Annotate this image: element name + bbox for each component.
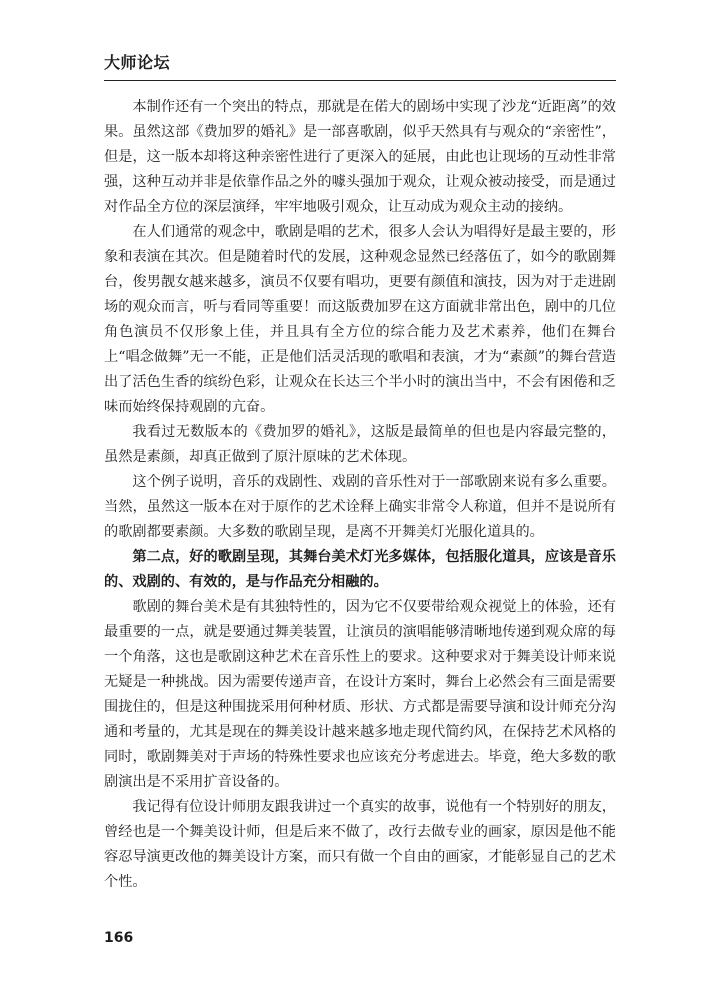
paragraph: 本制作还有一个突出的特点，那就是在偌大的剧场中实现了沙龙“近距离”的效果。虽然这部《费加罗的婚礼》是一部喜歌剧，似乎天然具有与观众的“亲密性”，但是，这一版本却将这种亲密性进行了更深入的延展，由此也让现场的互动性非常强，这种互动并非是依靠作品之外的噱头强加于观众，让观众被动接受，而是通过对作品全方位的深层演绎，牢牢地吸引观众，让互动成为观众主动的接纳。	[104, 99, 616, 215]
page-number: 166	[104, 930, 134, 946]
body-text	[104, 95, 616, 895]
paragraph: 这个例子说明，音乐的戏剧性、戏剧的音乐性对于一部歌剧来说有多么重要。当然，虽然这一版本在对于原作的艺术诠释上确实非常令人称道，但并不是说所有的歌剧都要素颜。大多数的歌剧呈现，是离不开舞美灯光服化道具的。	[104, 474, 616, 540]
paragraph: 我记得有位设计师朋友跟我讲过一个真实的故事，说他有一个特别好的朋友，曾经也是一个舞美设计师，但是后来不做了，改行去做专业的画家，原因是他不能容忍导演更改他的舞美设计方案，而只有做一个自由的画家，才能彰显自己的艺术个性。	[104, 799, 616, 890]
paragraph: 歌剧的舞台美术是有其独特性的，因为它不仅要带给观众视觉上的体验，还有最重要的一点，就是要通过舞美装置，让演员的演唱能够清晰地传递到观众席的每一个角落，这也是歌剧这种艺术在音乐性上的要求。这种要求对于舞美设计师来说无疑是一种挑战。因为需要传递声音，在设计方案时，舞台上必然会有三面是需要围拢住的，但是这种围拢采用何种材质、形状、方式都是需要导演和设计师充分沟通和考量的，尤其是现在的舞美设计越来越多地走现代简约风，在保持艺术风格的同时，歌剧舞美对于声场的特殊性要求也应该充分考虑进去。毕竟，绝大多数的歌剧演出是不采用扩音设备的。	[104, 599, 616, 790]
paragraph: 在人们通常的观念中，歌剧是唱的艺术，很多人会认为唱得好是最主要的，形象和表演在其次。但是随着时代的发展，这种观念显然已经落伍了，如今的歌剧舞台，俊男靓女越来越多，演员不仅要有唱功，更要有颜值和演技，因为对于走进剧场的观众而言，听与看同等重要！而这版费加罗在这方面就非常出色，剧中的几位角色演员不仅形象上佳，并且具有全方位的综合能力及艺术素养，他们在舞台上“唱念做舞”无一不能，正是他们活灵活现的歌唱和表演，才为“素颜”的舞台营造出了活色生香的缤纷色彩，让观众在长达三个半小时的演出当中，不会有困倦和乏味而始终保持观剧的亢奋。	[104, 224, 616, 415]
paragraph: 我看过无数版本的《费加罗的婚礼》，这版是最简单的但也是内容最完整的，虽然是素颜，却真正做到了原汁原味的艺术体现。	[104, 424, 616, 465]
header-rule	[104, 80, 616, 81]
running-head-title: 大师论坛	[104, 53, 171, 72]
section-heading-paragraph: 第二点，好的歌剧呈现，其舞台美术灯光多媒体，包括服化道具，应该是音乐的、戏剧的、有效的，是与作品充分相融的。	[104, 549, 616, 590]
